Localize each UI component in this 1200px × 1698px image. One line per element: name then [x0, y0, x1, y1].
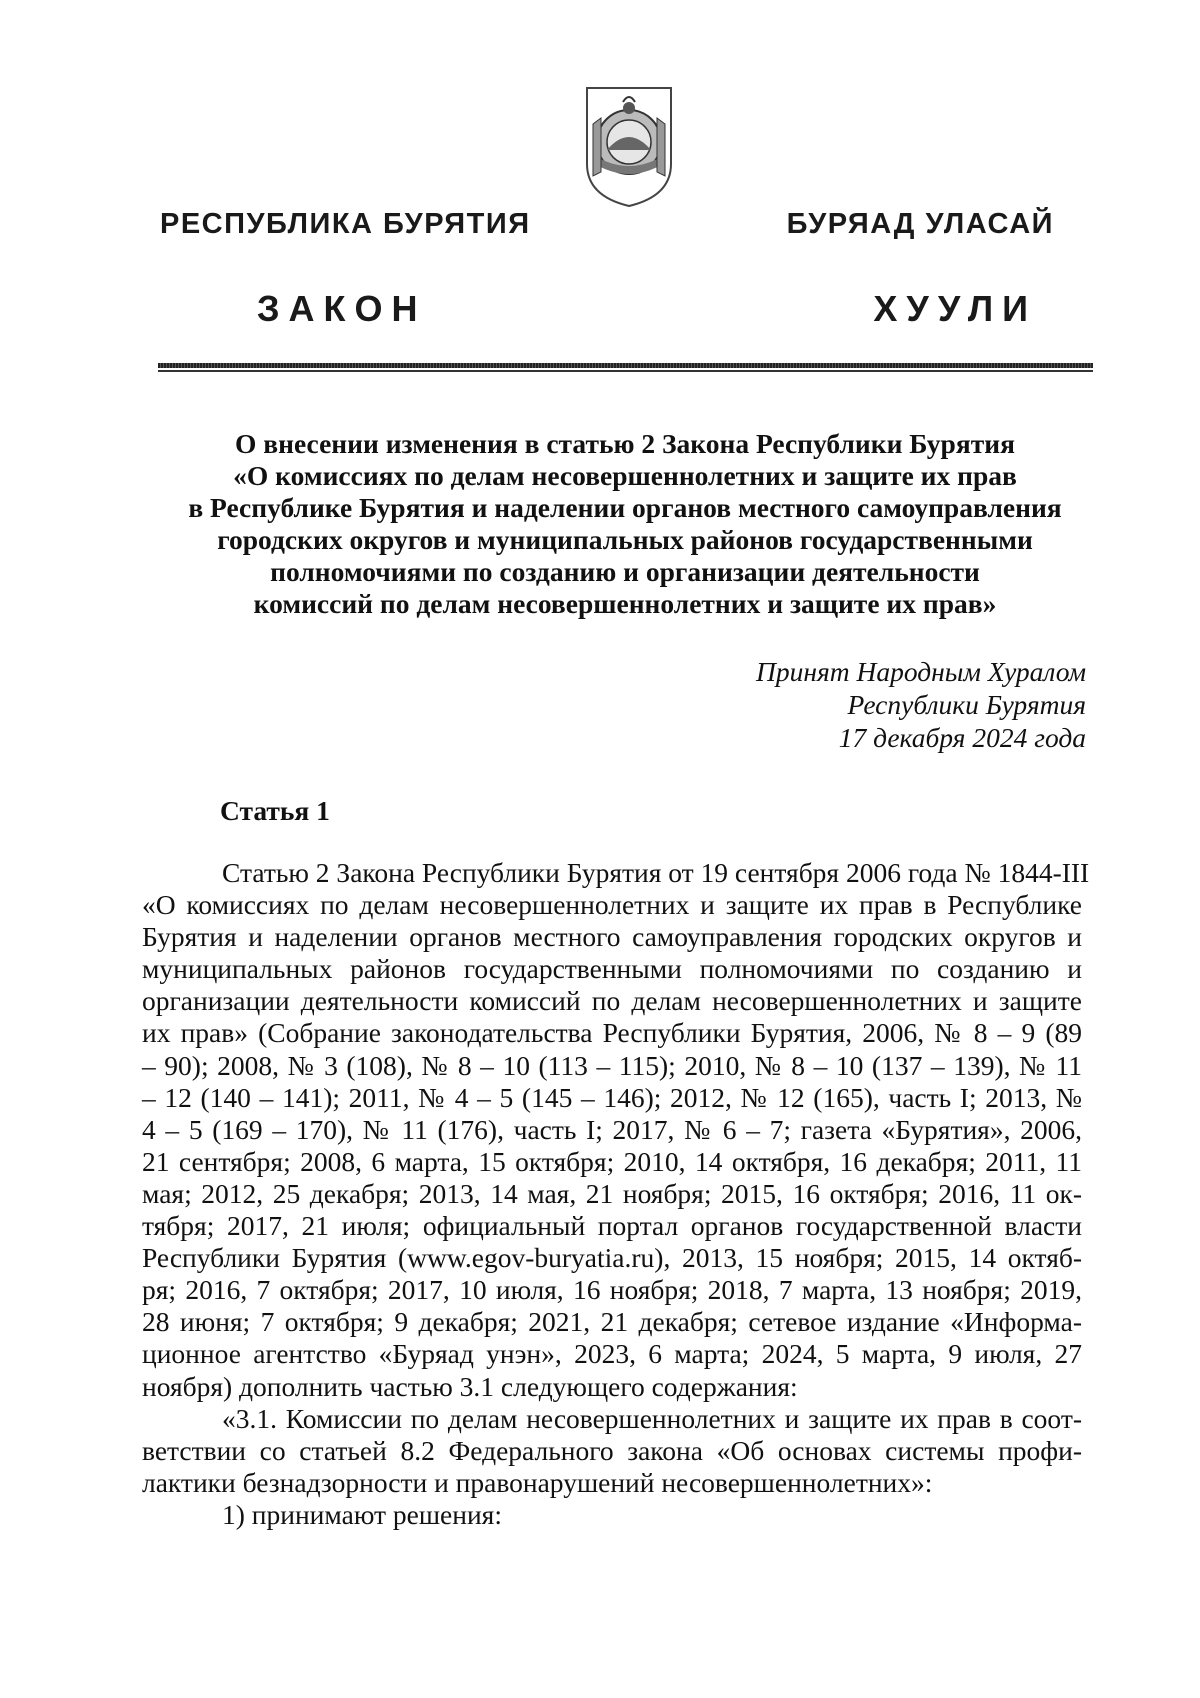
adoption-line: Принят Народным Хуралом — [755, 656, 1086, 687]
body-line: 4 – 5 (169 – 170), № 11 (176), часть I; 2017, № 6 – 7; газета «Бурятия», 2006, — [142, 1113, 1082, 1145]
body-line: лактики безнадзорности и правонарушений несовершеннолетних»: — [142, 1466, 933, 1498]
law-title-line: в Республике Бурятия и наделении органов местного самоуправления — [188, 492, 1062, 523]
law-title-line: полномочиями по созданию и организации деятельности — [270, 556, 980, 587]
body-line: 28 июня; 7 октября; 9 декабря; 2021, 21 декабря; сетевое издание «Информа- — [142, 1306, 1082, 1338]
body-line: ря; 2016, 7 октября; 2017, 10 июля, 16 ноября; 2018, 7 марта, 13 ноября; 2019, — [142, 1274, 1082, 1306]
article-heading: Статья 1 — [220, 795, 330, 826]
body-line: муниципальных районов государственными полномочиями по созданию и — [142, 953, 1082, 985]
law-title-line: О внесении изменения в статью 2 Закона Республики Бурятия — [235, 428, 1015, 459]
body-line: Республики Бурятия (www.egov-buryatia.ru), 2013, 15 ноября; 2015, 14 октяб- — [142, 1242, 1082, 1274]
body-line: ционное агентство «Буряад унэн», 2023, 6 марта; 2024, 5 марта, 9 июля, 27 — [142, 1338, 1082, 1370]
header-divider — [158, 363, 1093, 368]
body-line: «О комиссиях по делам несовершеннолетних и защите их прав в Республике — [142, 889, 1082, 921]
law-title-line: комиссий по делам несовершеннолетних и защите их прав» — [253, 588, 997, 619]
body-line: их прав» (Собрание законодательства Республики Бурятия, 2006, № 8 – 9 (89 — [142, 1017, 1082, 1049]
body-line: ноября) дополнить частью 3.1 следующего содержания: — [142, 1370, 798, 1402]
body-line: 21 сентября; 2008, 6 марта, 15 октября; 2010, 14 октября, 16 декабря; 2011, 11 — [142, 1145, 1082, 1177]
header-divider-thin — [158, 370, 1093, 372]
republic-name-buryat: БУРЯАД УЛАСАЙ — [786, 208, 1054, 240]
body-line: Бурятия и наделении органов местного самоуправления городских округов и — [142, 921, 1082, 953]
body-line: «3.1. Комиссии по делам несовершеннолетних и защите их прав в соот- — [222, 1402, 1082, 1434]
body-line: – 12 (140 – 141); 2011, № 4 – 5 (145 – 146); 2012, № 12 (165), часть I; 2013, № — [142, 1081, 1082, 1113]
republic-name-russian: РЕСПУБЛИКА БУРЯТИЯ — [160, 208, 531, 240]
law-title-line: «О комиссиях по делам несовершеннолетних и защите их прав — [233, 460, 1017, 491]
body-line: тября; 2017, 21 июля; официальный портал органов государственной власти — [142, 1210, 1082, 1242]
body-line: организации деятельности комиссий по делам несовершеннолетних и защите — [142, 985, 1082, 1017]
body-line: ветствии со статьей 8.2 Федерального закона «Об основах системы профи- — [142, 1434, 1082, 1466]
doc-type-buryat: ХУУЛИ — [873, 288, 1037, 329]
adoption-date: 17 декабря 2024 года — [838, 722, 1086, 753]
adoption-note — [756, 655, 1086, 754]
doc-type-russian: ЗАКОН — [257, 288, 427, 329]
buryatia-coat-of-arms-icon — [583, 84, 675, 210]
body-line: 1) принимают решения: — [222, 1498, 502, 1530]
body-line: Статью 2 Закона Республики Бурятия от 19 сентября 2006 года № 1844-III — [222, 857, 1090, 888]
body-line: – 90); 2008, № 3 (108), № 8 – 10 (113 – 115); 2010, № 8 – 10 (137 – 139), № 11 — [142, 1049, 1082, 1081]
adoption-line: Республики Бурятия — [847, 689, 1086, 720]
law-title — [130, 428, 1120, 620]
law-title-line: городских округов и муниципальных районов государственными — [217, 524, 1033, 555]
article-body — [142, 857, 1090, 1531]
body-line: мая; 2012, 25 декабря; 2013, 14 мая, 21 ноября; 2015, 16 октября; 2016, 11 ок- — [142, 1177, 1082, 1209]
